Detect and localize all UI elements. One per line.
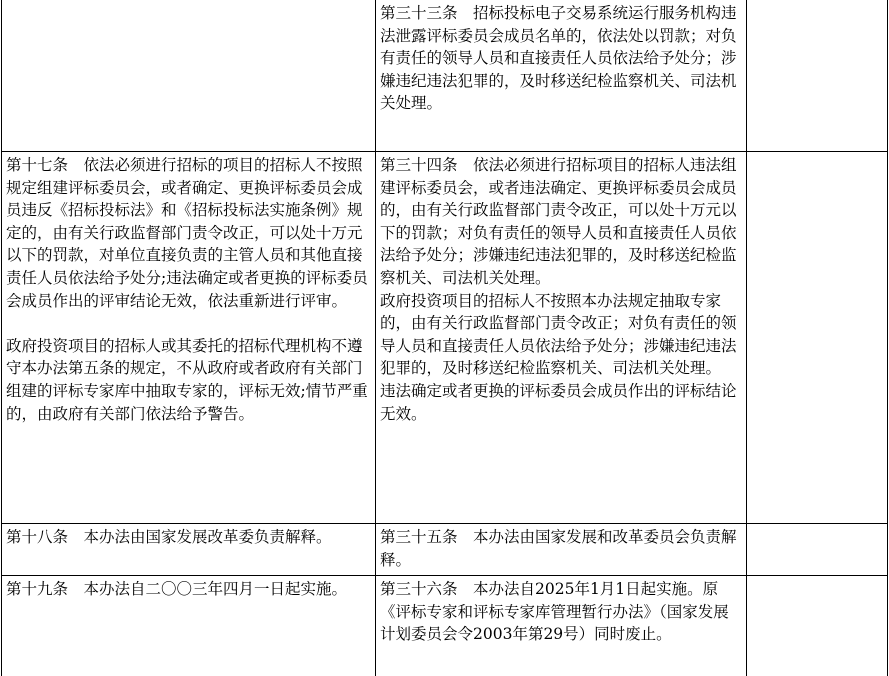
note-cell <box>747 152 888 524</box>
old-provision-cell <box>2 576 376 676</box>
note-cell <box>747 576 888 676</box>
new-provision-cell <box>376 0 747 152</box>
article-19-text: 第十九条 本办法自二〇〇三年四月一日起实施。 <box>6 580 348 598</box>
old-provision-cell <box>2 0 376 152</box>
article-35-text: 第三十五条 本办法由国家发展和改革委员会负责解释。 <box>380 528 737 569</box>
note-cell <box>747 0 888 152</box>
old-provision-cell <box>2 152 376 524</box>
article-17-text: 第十七条 依法必须进行招标的项目的招标人不按照规定组建评标委员会，或者确定、更换评标委员会成员违反《招标投标法》和《招标投标法实施条例》规定的，由有关行政监督部门责令改正，可以处十万元以下的罚款，对单位直接负责的主管人员和其他直接责任人员依法给予处分;违法确定或者更换的评标委员会成员作出的评审结论无效，依法重新进行评审。 <box>6 156 368 310</box>
article-34-para-3: 违法确定或者更换的评标委员会成员作出的评标结论无效。 <box>380 381 737 423</box>
article-34-para-2: 政府投资项目的招标人不按照本办法规定抽取专家的，由有关行政监督部门责令改正；对负有责任的领导人员和直接责任人员依法给予处分；涉嫌违纪违法犯罪的，及时移送纪检监察机关、司法机关处理。 <box>380 291 737 378</box>
table-row <box>2 576 888 676</box>
new-provision-cell <box>376 152 747 524</box>
article-18-text: 第十八条 本办法由国家发展改革委负责解释。 <box>6 528 332 546</box>
table-row <box>2 524 888 576</box>
new-provision-cell <box>376 524 747 576</box>
article-36-text: 第三十六条 本办法自2025年1月1日起实施。原《评标专家和评标专家库管理暂行办法》（国家发展计划委员会令2003年第29号）同时废止。 <box>380 580 729 644</box>
article-33-text: 第三十三条 招标投标电子交易系统运行服务机构违法泄露评标委员会成员名单的，依法处以罚款；对负有责任的领导人员和直接责任人员依法给予处分；涉嫌违纪违法犯罪的，及时移送纪检监察机关、司法机关处理。 <box>380 4 737 113</box>
paragraph-gap <box>6 312 372 335</box>
comparison-table <box>1 0 888 676</box>
article-34-text: 第三十四条 依法必须进行招标项目的招标人违法组建评标委员会，或者违法确定、更换评标委员会成员的，由有关行政监督部门责令改正，可以处十万元以下的罚款；对负有责任的领导人员和直接责任人员依法给予处分；涉嫌违纪违法犯罪的，及时移送纪检监察机关、司法机关处理。 <box>380 156 737 287</box>
article-17-para-2: 政府投资项目的招标人或其委托的招标代理机构不遵守本办法第五条的规定，不从政府或者政府有关部门组建的评标专家库中抽取专家的，评标无效;情节严重的，由政府有关部门依法给予警告。 <box>6 336 368 423</box>
old-provision-cell <box>2 524 376 576</box>
table-row <box>2 0 888 152</box>
new-provision-cell <box>376 576 747 676</box>
note-cell <box>747 524 888 576</box>
table-row <box>2 152 888 524</box>
